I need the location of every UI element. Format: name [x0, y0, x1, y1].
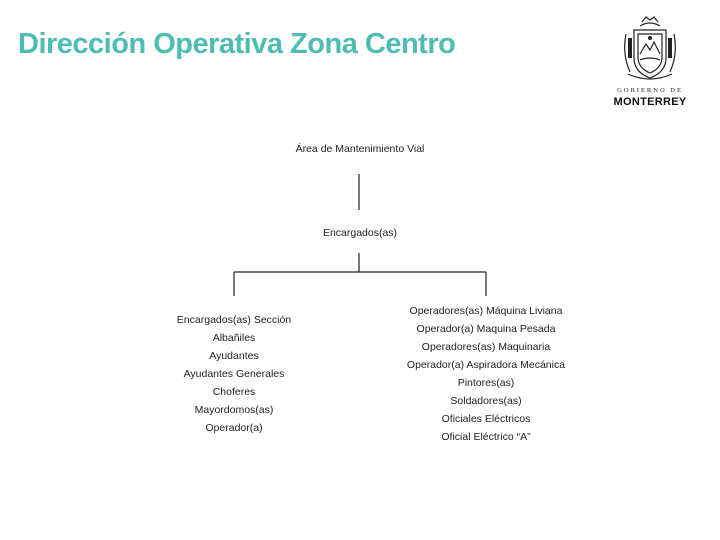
org-level2-node: Encargados(as): [322, 227, 398, 239]
right-branch-item: Soldadores(as): [450, 395, 522, 407]
left-branch-item: Choferes: [212, 386, 256, 398]
left-branch-item: Ayudantes: [209, 350, 259, 362]
right-branch-item: Operadores(as) Maquinaria: [421, 341, 551, 353]
right-branch-item: Oficiales Eléctricos: [441, 413, 531, 425]
right-branch-item: Pintores(as): [457, 377, 515, 389]
right-branch-item: Operador(a) Aspiradora Mecánica: [406, 359, 566, 371]
logo-government-text: GOBIERNO DE: [617, 87, 683, 94]
left-branch-item: Albañiles: [212, 332, 256, 344]
left-branch-item: Mayordomos(as): [194, 404, 274, 416]
left-branch-item: Encargados(as) Sección: [176, 314, 292, 326]
logo-city-text: MONTERREY: [613, 96, 687, 108]
left-branch-item: Operador(a): [205, 422, 263, 434]
right-branch-list: [386, 302, 586, 446]
right-branch-item: Operadores(as) Máquina Liviana: [409, 305, 563, 317]
org-root-node: Área de Mantenimiento Vial: [295, 143, 425, 155]
page-title: Dirección Operativa Zona Centro: [18, 28, 456, 60]
right-branch-item: Oficial Eléctrico “A”: [441, 431, 531, 443]
left-branch-list: [144, 311, 324, 437]
left-branch-item: Ayudantes Generales: [183, 368, 285, 380]
right-branch-item: Operador(a) Maquina Pesada: [416, 323, 556, 335]
